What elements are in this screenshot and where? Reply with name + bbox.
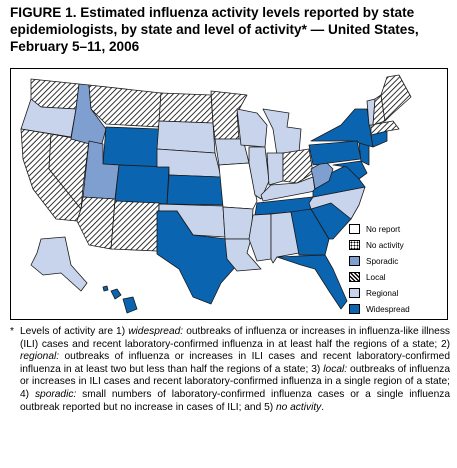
state-arkansas (223, 207, 253, 239)
state-wisconsin (237, 109, 267, 147)
state-new-mexico (111, 201, 159, 251)
state-maine (381, 75, 411, 121)
footnote-term-local: local: (323, 363, 348, 375)
footnote-term-no-activity: no activity (275, 401, 322, 413)
footnote-term-sporadic: sporadic: (34, 388, 77, 400)
legend-label: Sporadic (366, 256, 399, 266)
legend-item-sporadic (349, 253, 443, 269)
state-mississippi (249, 214, 271, 261)
state-arizona (77, 197, 115, 249)
state-michigan (263, 109, 301, 155)
legend-swatch-no-activity (349, 240, 360, 250)
state-hawaii-big-island (123, 297, 137, 313)
legend-item-local (349, 269, 443, 285)
map-legend (349, 221, 443, 317)
legend-label: Local (366, 272, 386, 282)
state-new-york (311, 109, 373, 147)
legend-swatch-local (349, 272, 360, 282)
footnote-part: outbreaks of influenza or increases in ILI cases and recent laboratory-confirmed influenza in at least two but less than half the regions of a state; 3) (20, 351, 450, 375)
legend-swatch-no-report (349, 224, 360, 234)
footnote-part: outbreaks of influenza or increases in influenza-like illness (ILI) cases and recent laboratory-confirmed influenza in at least half the regions of a state; 2) (20, 326, 451, 350)
state-hawaii (111, 289, 121, 299)
legend-item-regional (349, 285, 443, 301)
legend-label: Widespread (366, 304, 410, 314)
footnote-term-regional: regional: (20, 351, 60, 363)
legend-item-no-activity (349, 237, 443, 253)
legend-label: Regional (366, 288, 399, 298)
footnote-text (20, 326, 450, 414)
state-indiana (267, 153, 283, 185)
state-pennsylvania (309, 141, 361, 165)
state-ohio (283, 149, 313, 183)
footnote-marker: * (10, 326, 14, 337)
state-kansas (167, 175, 223, 205)
figure-title: FIGURE 1. Estimated influenza activity levels reported by state epidemiologists, by state and level of activity* — United States, February 5–11, 2006 (10, 5, 419, 54)
legend-swatch-regional (349, 288, 360, 298)
state-colorado (115, 165, 169, 204)
state-florida (277, 255, 347, 309)
legend-item-no-report (349, 221, 443, 237)
legend-label: No activity (366, 240, 404, 250)
state-south-dakota (157, 121, 215, 153)
footnote-part: small numbers of laboratory-confirmed influenza cases or a single influenza outbreak reported but no increase in cases of ILI; and 5) (20, 388, 450, 413)
legend-item-widespread (349, 301, 443, 317)
legend-swatch-widespread (349, 304, 360, 314)
footnote-part: outbreaks of influenza or increases in ILI cases and recent laboratory-confirmed influenza in a single region of a state; 4) (20, 363, 451, 400)
state-north-dakota (159, 93, 213, 123)
footnote (10, 326, 450, 414)
map-figure (10, 68, 448, 320)
footnote-part: . (321, 401, 325, 413)
state-alaska (31, 237, 87, 291)
state-wyoming (103, 127, 159, 167)
footnote-term-widespread: widespread: (128, 326, 184, 337)
legend-label: No report (366, 224, 401, 234)
state-hawaii-small-island (103, 286, 108, 291)
legend-swatch-sporadic (349, 256, 360, 266)
footnote-part: Levels of activity are 1) (20, 326, 129, 337)
